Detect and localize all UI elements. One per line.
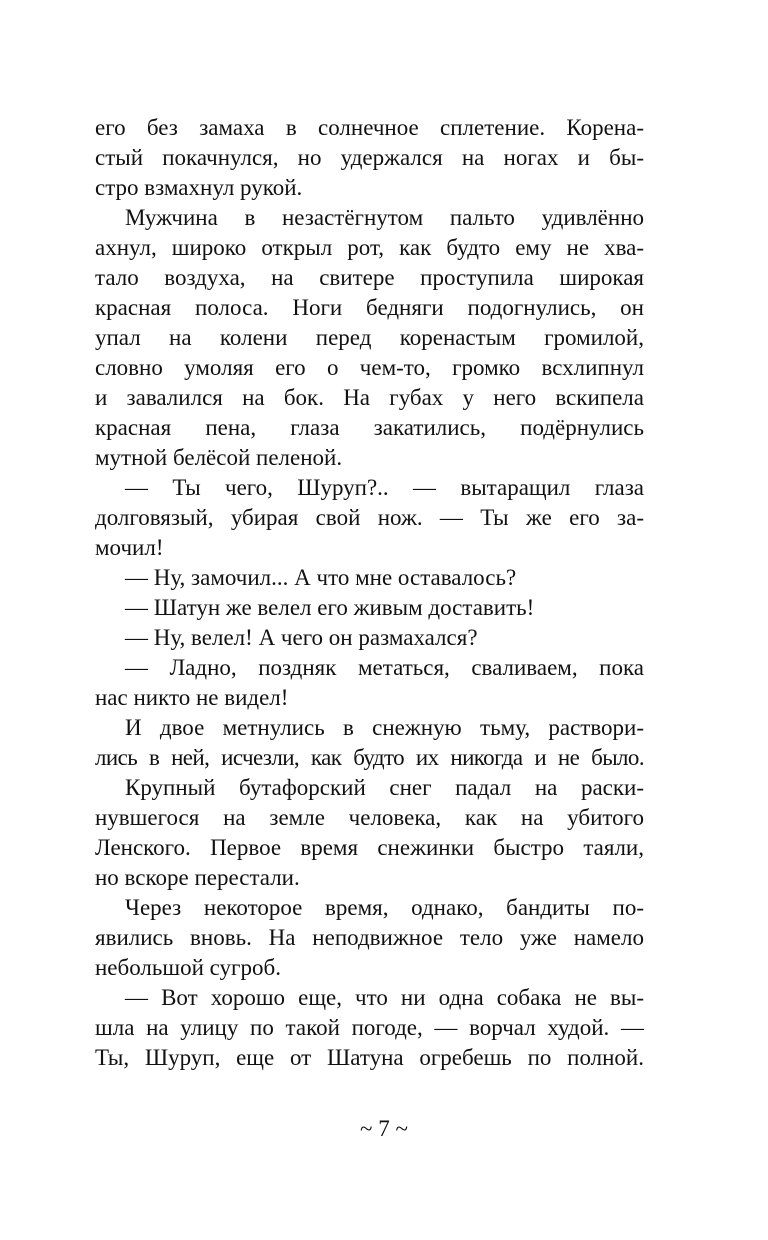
text-line: нас никто не видел! [95,685,289,710]
text-line: — Ты чего, Шуруп?.. — вытаращил глаза [125,475,644,500]
text-line: Мужчина в незастёгнутом пальто удивлённо [125,205,644,230]
text-line: мутной белёсой пеленой. [95,445,343,470]
body-text [95,113,644,1073]
text-line: Крупный бутафорский снег падал на раски- [125,775,644,800]
text-line: стро взмахнул рукой. [95,175,303,200]
text-line: явились вновь. На неподвижное тело уже намело [95,925,644,950]
text-line: — Шатун же велел его живым доставить! [125,595,535,620]
text-line: словно умоляя его о чем-то, громко всхлипнул [95,355,644,380]
text-line: — Ладно, поздняк метаться, сваливаем, пока [125,655,644,680]
text-line: шла на улицу по такой погоде, — ворчал худой. — [95,1015,644,1040]
text-line: его без замаха в солнечное сплетение. Корена- [95,115,644,140]
text-line: — Вот хорошо еще, что ни одна собака не вы- [125,985,644,1010]
text-line: Ты, Шуруп, еще от Шатуна огребешь по полной. [95,1045,644,1070]
text-line: тало воздуха, на свитере проступила широкая [95,265,644,290]
text-line: ахнул, широко открыл рот, как будто ему не хва- [95,235,644,260]
text-line: — Ну, замочил... А что мне оставалось? [125,565,517,590]
text-line: и завалился на бок. На губах у него вскипела [95,385,644,410]
text-line: стый покачнулся, но удержался на ногах и бы- [95,145,644,170]
text-line: — Ну, велел! А чего он размахался? [125,625,478,650]
text-line: красная пена, глаза закатились, подёрнулись [95,415,644,440]
text-line: Через некоторое время, однако, бандиты по- [125,895,644,920]
text-line: небольшой сугроб. [95,955,281,980]
text-line: но вскоре перестали. [95,865,300,890]
page-number: ~ 7 ~ [360,1116,408,1141]
text-line: Ленского. Первое время снежинки быстро таяли, [95,835,644,860]
text-line: И двое метнулись в снежную тьму, раствори- [125,715,644,740]
text-line: нувшегося на земле человека, как на убитого [95,805,644,830]
text-line: долговязый, убирая свой нож. — Ты же его за- [95,505,644,530]
text-line: мочил! [95,535,164,560]
text-line: красная полоса. Ноги бедняги подогнулись, он [95,295,644,320]
text-line: упал на колени перед коренастым громилой, [95,325,644,350]
text-line: лись в ней, исчезли, как будто их никогда и не было. [95,745,644,770]
